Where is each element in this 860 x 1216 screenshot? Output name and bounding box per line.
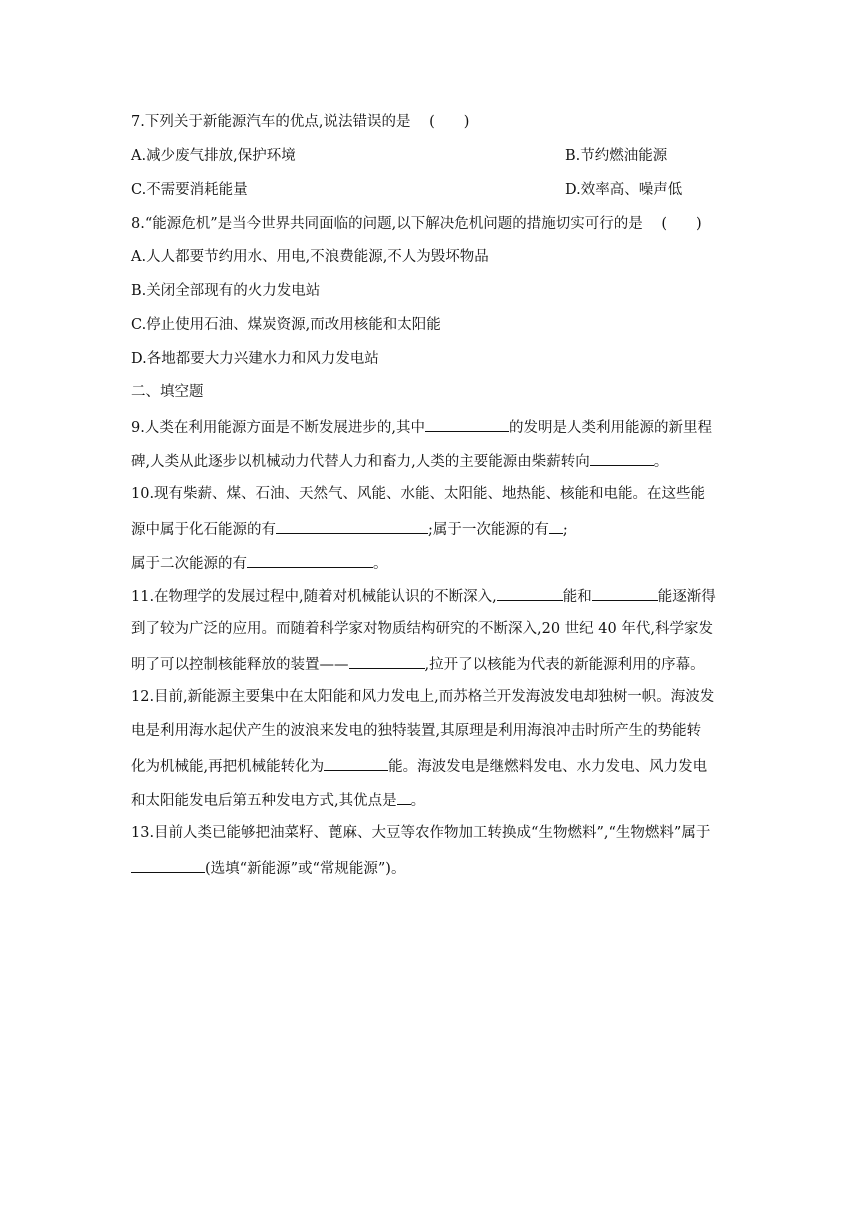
option-d: D.效率高、噪声低 <box>565 182 683 198</box>
question-12-line-2: 电是利用海水起伏产生的波浪来发电的独特装置,其原理是利用海浪冲击时所产生的势能转 <box>131 723 702 739</box>
question-11-line-3: 明了可以控制核能释放的装置—— ,拉开了以核能为代表的新能源利用的序幕。 <box>131 653 740 675</box>
question-9-line-2: 碑,人类从此逐步以机械动力代替人力和畜力,人类的主要能源由柴薪转向 。 <box>131 450 740 472</box>
option-c: C.不需要消耗能量 <box>131 182 248 198</box>
question-13-line-2: (选填“新能源”或“常规能源”)。 <box>131 857 740 879</box>
question-11-line-2: 到了较为广泛的应用。而随着科学家对物质结构研究的不断深入,20 世纪 40 年代,科学家发 <box>131 621 713 637</box>
question-8-text: 8.“能源危机”是当今世界共同面临的问题,以下解决危机问题的措施切实可行的是 <box>131 216 643 232</box>
option-c: C.停止使用石油、煤炭资源,而改用核能和太阳能 <box>131 317 441 333</box>
question-8 <box>131 214 740 234</box>
answer-blank <box>349 653 425 669</box>
answer-blank <box>549 518 563 534</box>
options-row <box>131 146 740 166</box>
question-12-line-1: 12.目前,新能源主要集中在太阳能和风力发电上,而苏格兰开发海波发电却独树一帜。海波发 <box>131 689 715 705</box>
question-9-line-1: 9.人类在利用能源方面是不断发展进步的,其中 的发明是人类利用能源的新里程 <box>131 416 740 438</box>
question-10-line-1: 10.现有柴薪、煤、石油、天然气、风能、水能、太阳能、地热能、核能和电能。在这些能 <box>131 486 706 502</box>
option-b: B.关闭全部现有的火力发电站 <box>131 283 321 299</box>
question-11-line-1: 11.在物理学的发展过程中,随着对机械能认识的不断深入, 能和 能逐渐得 <box>131 585 740 607</box>
answer-blank <box>131 857 205 873</box>
answer-blank <box>324 755 388 771</box>
answer-blank <box>425 416 509 432</box>
question-7 <box>131 112 740 132</box>
answer-blank <box>592 585 658 601</box>
option-a: A.减少废气排放,保护环境 <box>131 148 296 164</box>
answer-blank <box>247 552 373 568</box>
answer-blank <box>590 450 654 466</box>
answer-paren: ( ) <box>661 216 702 232</box>
question-12-line-3: 化为机械能,再把机械能转化为 能。海波发电是继燃料发电、水力发电、风力发电 <box>131 755 740 777</box>
section-heading: 二、填空题 <box>131 384 204 400</box>
answer-paren: ( ) <box>429 114 470 130</box>
answer-blank <box>397 789 411 805</box>
question-12-line-4: 和太阳能发电后第五种发电方式,其优点是 。 <box>131 789 740 811</box>
option-a: A.人人都要节约用水、用电,不浪费能源,不人为毁坏物品 <box>131 249 489 265</box>
question-10-line-3: 属于二次能源的有 。 <box>131 552 740 574</box>
question-7-text: 7.下列关于新能源汽车的优点,说法错误的是 <box>131 114 411 130</box>
options-row <box>131 180 740 200</box>
question-13-line-1: 13.目前人类已能够把油菜籽、蓖麻、大豆等农作物加工转换成“生物燃料”,“生物燃料”属于 <box>131 825 711 841</box>
option-b: B.节约燃油能源 <box>565 148 668 164</box>
option-d: D.各地都要大力兴建水力和风力发电站 <box>131 351 379 367</box>
answer-blank <box>276 518 428 534</box>
question-10-line-2: 源中属于化石能源的有 ;属于一次能源的有 ; <box>131 518 740 540</box>
answer-blank <box>497 585 563 601</box>
